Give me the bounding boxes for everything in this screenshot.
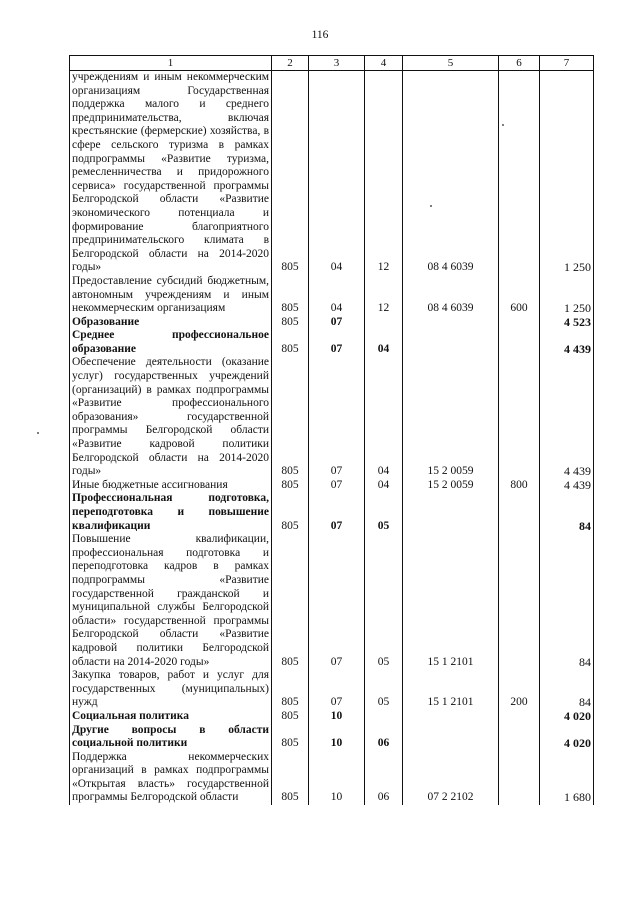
row-section: 04 xyxy=(309,71,365,275)
row-amount: 4 523 xyxy=(540,316,594,330)
row-target-article xyxy=(403,492,499,533)
row-amount: 4 020 xyxy=(540,710,594,724)
row-expense-type: 600 xyxy=(499,275,540,316)
row-subsection: 05 xyxy=(365,533,403,669)
table-row xyxy=(70,479,594,493)
row-target-article: 08 4 6039 xyxy=(403,275,499,316)
row-ministry-code: 805 xyxy=(272,533,309,669)
scan-speck xyxy=(430,205,432,207)
row-ministry-code: 805 xyxy=(272,751,309,805)
row-name: Иные бюджетные ассигнования xyxy=(70,479,272,493)
scan-speck xyxy=(502,124,504,126)
table-row xyxy=(70,329,594,356)
row-section: 07 xyxy=(309,316,365,330)
row-target-article xyxy=(403,329,499,356)
header-cell: 7 xyxy=(540,56,594,71)
header-row xyxy=(70,56,594,71)
row-ministry-code: 805 xyxy=(272,356,309,478)
row-ministry-code: 805 xyxy=(272,724,309,751)
row-subsection: 04 xyxy=(365,329,403,356)
scan-speck xyxy=(37,432,39,434)
row-amount: 4 020 xyxy=(540,724,594,751)
row-target-article: 15 1 2101 xyxy=(403,533,499,669)
row-section: 07 xyxy=(309,669,365,710)
table-row xyxy=(70,710,594,724)
row-amount: 4 439 xyxy=(540,479,594,493)
row-expense-type xyxy=(499,533,540,669)
row-amount: 84 xyxy=(540,669,594,710)
row-expense-type xyxy=(499,751,540,805)
row-subsection: 05 xyxy=(365,492,403,533)
row-name: Поддержка некоммерческих организаций в рамках подпрограммы «Открытая власть» государственной программы Белгородской области xyxy=(70,751,272,805)
budget-table xyxy=(69,55,594,805)
table-row xyxy=(70,669,594,710)
table-row xyxy=(70,724,594,751)
row-amount: 1 250 xyxy=(540,275,594,316)
row-amount: 1 250 xyxy=(540,71,594,275)
row-target-article: 15 2 0059 xyxy=(403,356,499,478)
row-subsection xyxy=(365,710,403,724)
row-section: 04 xyxy=(309,275,365,316)
header-cell: 6 xyxy=(499,56,540,71)
table-row xyxy=(70,275,594,316)
row-section: 10 xyxy=(309,751,365,805)
row-name: учреждениям и иным некоммерческим организациям Государственная поддержка малого и среднего предпринимательства, включая крестьянские (фермерские) хозяйства, в сфере сельского туризма в рамках подпрограммы «Развитие туризма, ремесленничества и придорожного сервиса» государственной программы Белгородской области «Развитие экономического потенциала и формирование благоприятного предпринимательского климата в Белгородской области на 2014-2020 годы» xyxy=(70,71,272,275)
row-target-article: 08 4 6039 xyxy=(403,71,499,275)
table-row xyxy=(70,356,594,478)
row-amount: 84 xyxy=(540,492,594,533)
row-name: Закупка товаров, работ и услуг для государственных (муниципальных) нужд xyxy=(70,669,272,710)
row-target-article: 07 2 2102 xyxy=(403,751,499,805)
row-expense-type xyxy=(499,724,540,751)
row-ministry-code: 805 xyxy=(272,71,309,275)
row-name: Социальная политика xyxy=(70,710,272,724)
row-section: 07 xyxy=(309,356,365,478)
row-subsection: 12 xyxy=(365,71,403,275)
row-expense-type xyxy=(499,356,540,478)
row-section: 07 xyxy=(309,492,365,533)
table-row xyxy=(70,533,594,669)
row-amount: 4 439 xyxy=(540,329,594,356)
row-target-article: 15 2 0059 xyxy=(403,479,499,493)
row-amount: 84 xyxy=(540,533,594,669)
row-subsection: 12 xyxy=(365,275,403,316)
row-target-article: 15 1 2101 xyxy=(403,669,499,710)
row-subsection: 06 xyxy=(365,724,403,751)
row-target-article xyxy=(403,724,499,751)
row-ministry-code: 805 xyxy=(272,492,309,533)
row-amount: 4 439 xyxy=(540,356,594,478)
row-subsection: 06 xyxy=(365,751,403,805)
table-row xyxy=(70,492,594,533)
table-row xyxy=(70,71,594,275)
table-row xyxy=(70,751,594,805)
row-expense-type xyxy=(499,492,540,533)
row-name: Другие вопросы в области социальной политики xyxy=(70,724,272,751)
row-name: Профессиональная подготовка, переподготовка и повышение квалификации xyxy=(70,492,272,533)
header-cell: 1 xyxy=(70,56,272,71)
row-section: 07 xyxy=(309,479,365,493)
row-ministry-code: 805 xyxy=(272,669,309,710)
row-subsection xyxy=(365,316,403,330)
row-expense-type xyxy=(499,329,540,356)
row-name: Образование xyxy=(70,316,272,330)
row-ministry-code: 805 xyxy=(272,479,309,493)
header-cell: 2 xyxy=(272,56,309,71)
row-expense-type: 200 xyxy=(499,669,540,710)
page-number: 116 xyxy=(311,29,329,41)
table-row xyxy=(70,316,594,330)
row-section: 10 xyxy=(309,724,365,751)
row-expense-type: 800 xyxy=(499,479,540,493)
row-section: 07 xyxy=(309,533,365,669)
header-cell: 3 xyxy=(309,56,365,71)
row-subsection: 04 xyxy=(365,479,403,493)
row-name: Среднее профессиональное образование xyxy=(70,329,272,356)
row-ministry-code: 805 xyxy=(272,710,309,724)
row-section: 07 xyxy=(309,329,365,356)
row-expense-type xyxy=(499,316,540,330)
row-amount: 1 680 xyxy=(540,751,594,805)
header-cell: 4 xyxy=(365,56,403,71)
row-ministry-code: 805 xyxy=(272,275,309,316)
row-name: Обеспечение деятельности (оказание услуг) государственных учреждений (организаций) в рамках подпрограммы «Развитие профессионального образования» государственной программы Белгородской области «Развитие кадровой политики Белгородской области на 2014-2020 годы» xyxy=(70,356,272,478)
header-cell: 5 xyxy=(403,56,499,71)
row-subsection: 04 xyxy=(365,356,403,478)
row-name: Повышение квалификации, профессиональная подготовка и переподготовка кадров в рамках подпрограммы «Развитие государственной гражданской и муниципальной службы Белгородской области» государственной программы Белгородской области «Развитие кадровой политики Белгородской области на 2014-2020 годы» xyxy=(70,533,272,669)
row-section: 10 xyxy=(309,710,365,724)
row-expense-type xyxy=(499,710,540,724)
row-subsection: 05 xyxy=(365,669,403,710)
row-expense-type xyxy=(499,71,540,275)
row-target-article xyxy=(403,710,499,724)
row-ministry-code: 805 xyxy=(272,316,309,330)
row-target-article xyxy=(403,316,499,330)
row-name: Предоставление субсидий бюджетным, автономным учреждениям и иным некоммерческим организациям xyxy=(70,275,272,316)
row-ministry-code: 805 xyxy=(272,329,309,356)
